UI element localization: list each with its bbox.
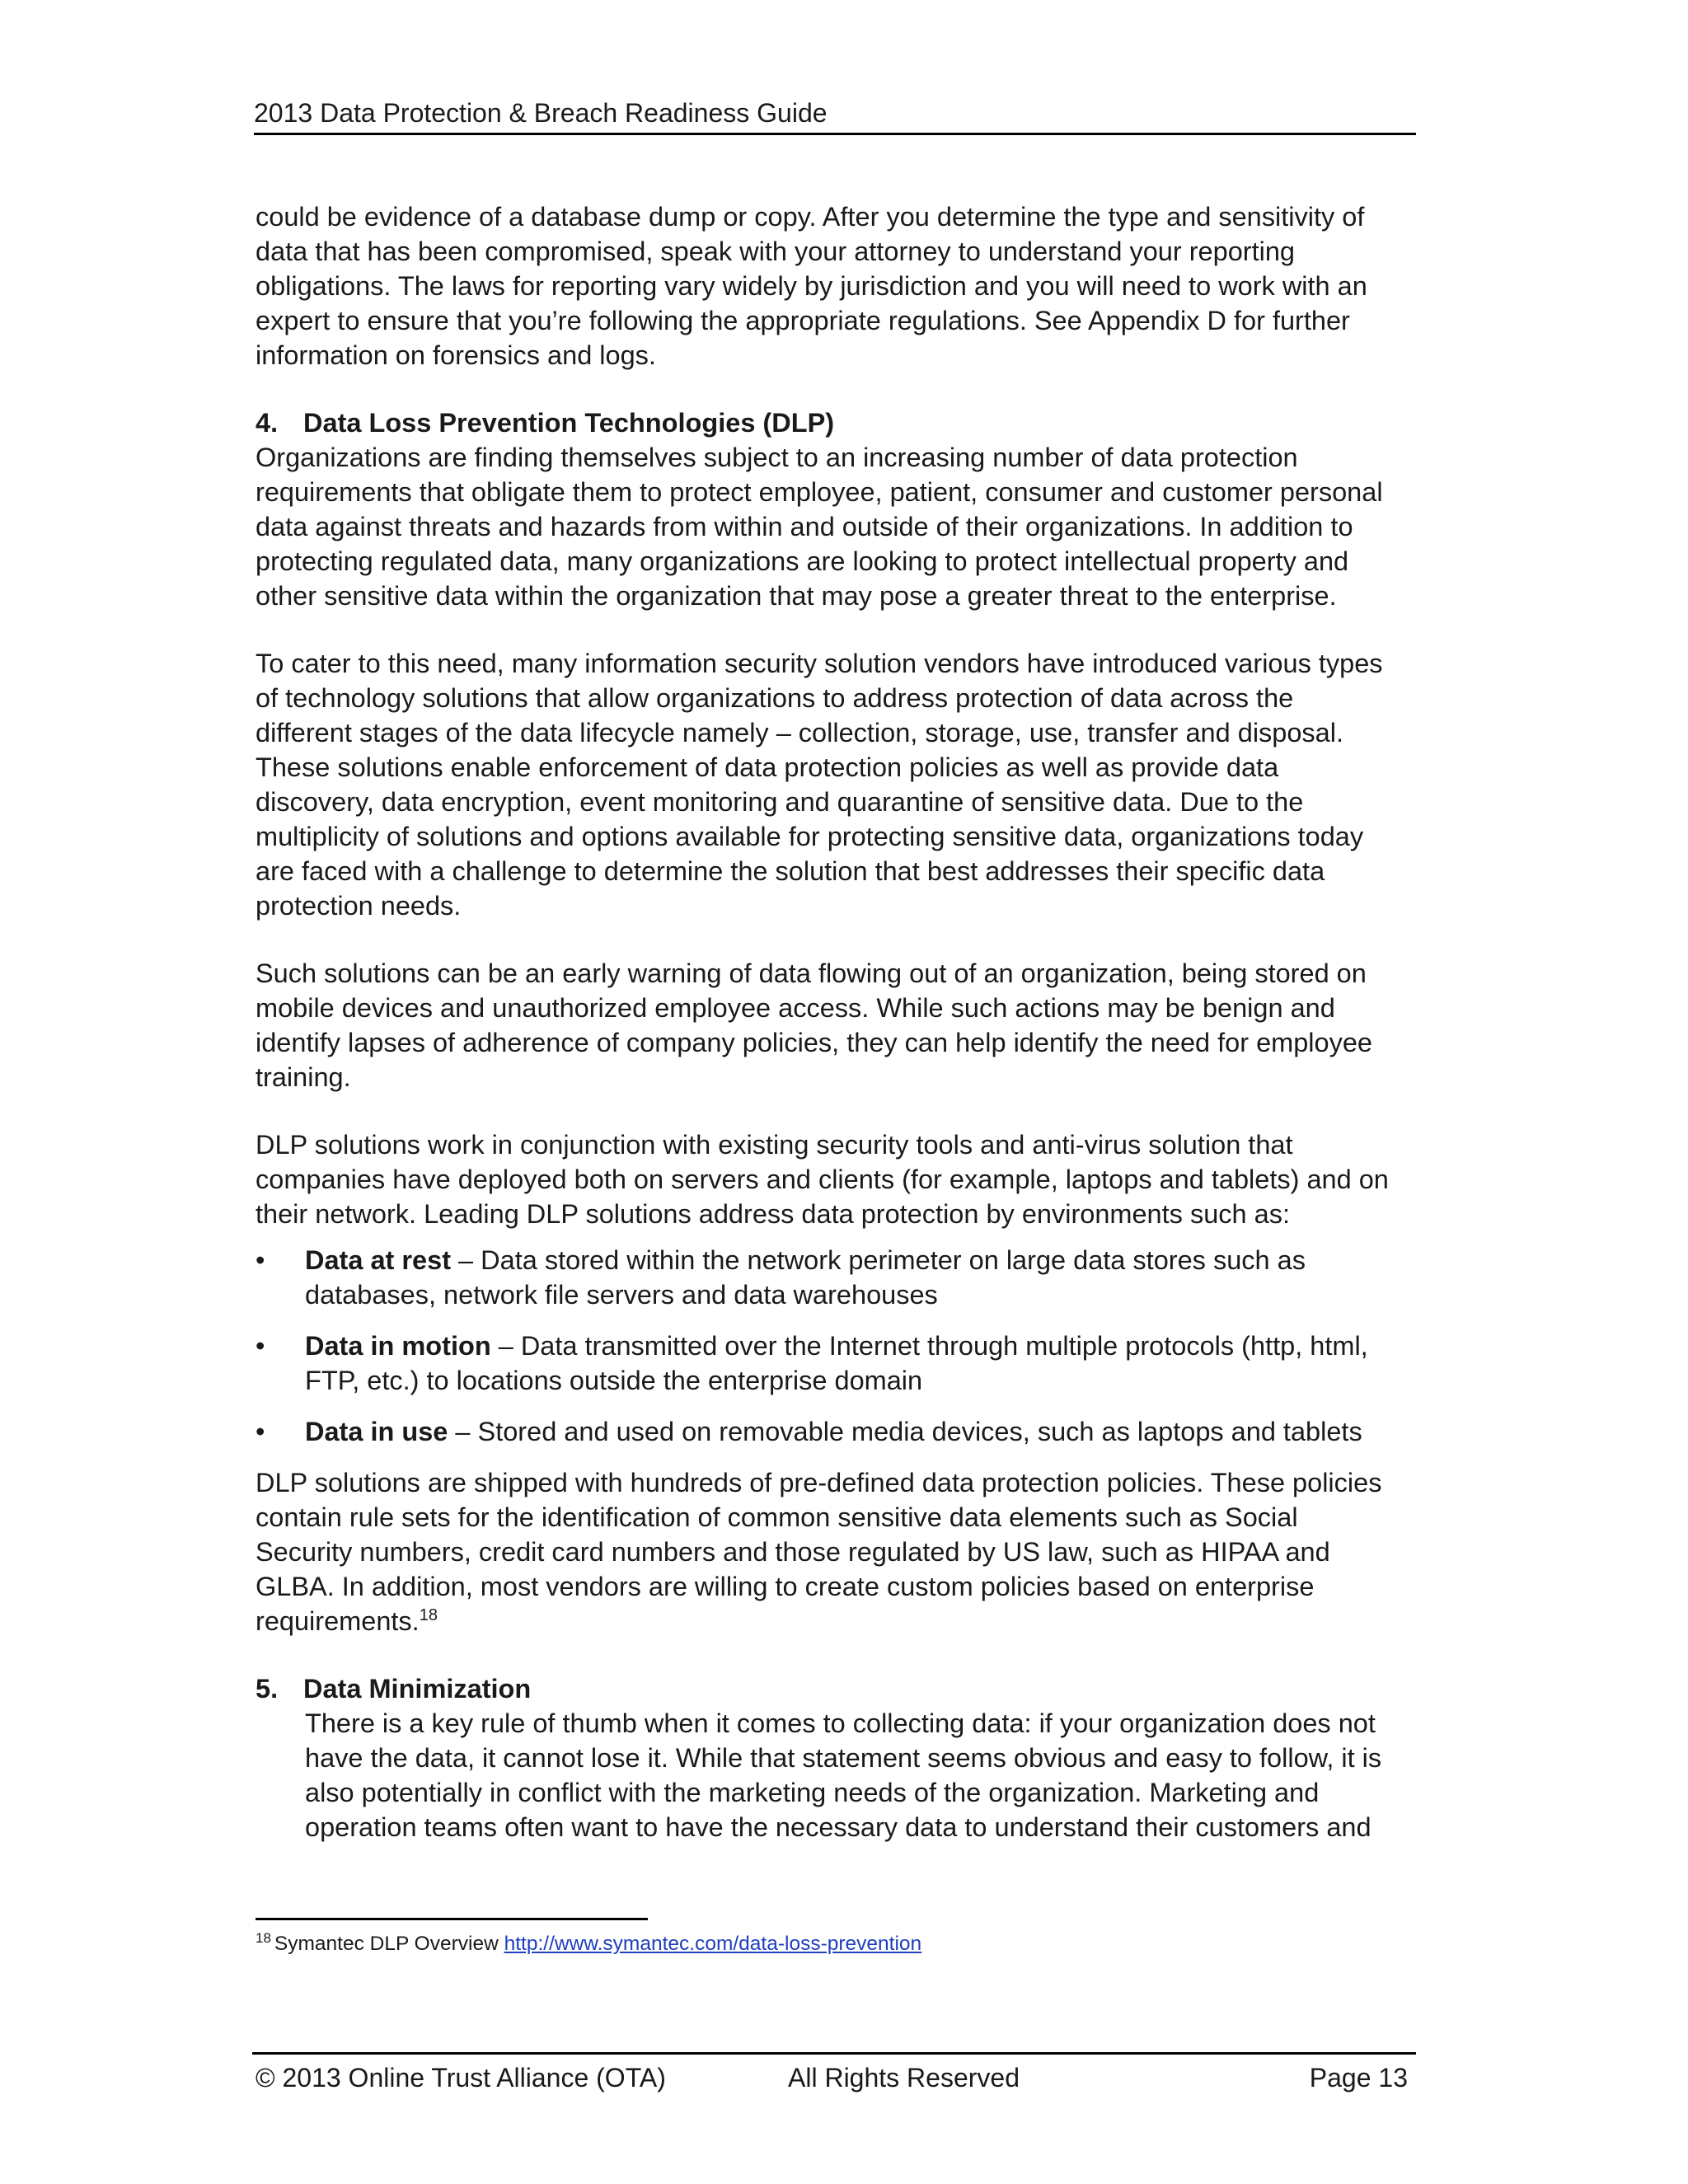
- list-item: [256, 1329, 1418, 1398]
- section-number: 5.: [256, 1674, 279, 1704]
- text-line: other sensitive data within the organization that may pose a greater threat to the enterprise.: [256, 581, 1337, 611]
- list-item-text: – Stored and used on removable media devices, such as laptops and tablets: [448, 1417, 1362, 1446]
- list-item-term: Data in use: [305, 1417, 448, 1446]
- footer-page-number: Page 13: [1309, 2063, 1408, 2093]
- text-line: data that has been compromised, speak with your attorney to understand your reporting: [256, 237, 1296, 266]
- section-title: Data Loss Prevention Technologies (DLP): [303, 408, 835, 438]
- intro-paragraph: [256, 199, 1418, 373]
- section-5-paragraph-1: [256, 1706, 1418, 1844]
- bullet-icon: •: [256, 1331, 265, 1361]
- text-line: have the data, it cannot lose it. While that statement seems obvious and easy to follow, it is: [305, 1743, 1382, 1773]
- section-4-heading: [256, 405, 1418, 440]
- list-item: [256, 1414, 1418, 1449]
- page-footer: [252, 2052, 1416, 2093]
- text-line: requirements.: [256, 1606, 420, 1636]
- text-line: protecting regulated data, many organizations are looking to protect intellectual property and: [256, 546, 1349, 576]
- text-line: requirements that obligate them to protect employee, patient, consumer and customer personal: [256, 477, 1383, 507]
- text-line: companies have deployed both on servers and clients (for example, laptops and tablets) and on: [256, 1165, 1389, 1194]
- list-item: [256, 1243, 1418, 1312]
- text-line: obligations. The laws for reporting vary widely by jurisdiction and you will need to work with an: [256, 271, 1367, 301]
- section-4-paragraph-5: [256, 1465, 1418, 1638]
- list-item-term: Data at rest: [305, 1245, 452, 1275]
- text-line: their network. Leading DLP solutions address data protection by environments such as:: [256, 1199, 1290, 1229]
- text-line: multiplicity of solutions and options available for protecting sensitive data, organizations today: [256, 822, 1364, 851]
- text-line: different stages of the data lifecycle namely – collection, storage, use, transfer and disposal.: [256, 718, 1344, 748]
- section-title: Data Minimization: [303, 1674, 532, 1704]
- list-item-text: databases, network file servers and data warehouses: [305, 1280, 938, 1310]
- header-title: 2013 Data Protection & Breach Readiness Guide: [254, 98, 828, 128]
- list-item-text: – Data stored within the network perimeter on large data stores such as: [451, 1245, 1306, 1275]
- section-4-paragraph-2: [256, 646, 1418, 923]
- text-line: information on forensics and logs.: [256, 340, 656, 370]
- text-line: are faced with a challenge to determine the solution that best addresses their specific data: [256, 856, 1325, 886]
- text-line: operation teams often want to have the necessary data to understand their customers and: [305, 1812, 1372, 1842]
- section-4-paragraph-4: [256, 1127, 1418, 1231]
- footnote: [256, 1930, 921, 1958]
- text-line: These solutions enable enforcement of data protection policies as well as provide data: [256, 752, 1279, 782]
- section-5-heading: [256, 1671, 1418, 1706]
- text-line: expert to ensure that you’re following the appropriate regulations. See Appendix D for further: [256, 306, 1350, 335]
- text-line: Such solutions can be an early warning of data flowing out of an organization, being stored on: [256, 958, 1367, 988]
- text-line: could be evidence of a database dump or copy. After you determine the type and sensitivity of: [256, 202, 1365, 232]
- text-line: Organizations are finding themselves subject to an increasing number of data protection: [256, 443, 1298, 472]
- footnote-number: 18: [256, 1929, 271, 1946]
- text-line: DLP solutions are shipped with hundreds of pre-defined data protection policies. These policies: [256, 1468, 1382, 1497]
- list-item-term: Data in motion: [305, 1331, 491, 1361]
- text-line: DLP solutions work in conjunction with existing security tools and anti-virus solution that: [256, 1130, 1293, 1160]
- bullet-icon: •: [256, 1245, 265, 1275]
- footnote-reference[interactable]: 18: [419, 1606, 438, 1625]
- text-line: Security numbers, credit card numbers and those regulated by US law, such as HIPAA and: [256, 1537, 1330, 1567]
- text-line: identify lapses of adherence of company policies, they can help identify the need for employee: [256, 1028, 1373, 1057]
- bullet-icon: •: [256, 1417, 265, 1446]
- environment-list: [256, 1243, 1418, 1449]
- list-item-text: FTP, etc.) to locations outside the enterprise domain: [305, 1366, 923, 1395]
- text-line: protection needs.: [256, 891, 462, 921]
- text-line: GLBA. In addition, most vendors are willing to create custom policies based on enterprise: [256, 1572, 1315, 1601]
- footer-rights: All Rights Reserved: [788, 2063, 1020, 2093]
- footnote-text: Symantec DLP Overview: [274, 1933, 504, 1955]
- section-4-paragraph-3: [256, 956, 1418, 1094]
- page-content: [256, 199, 1418, 1844]
- section-4-paragraph-1: [256, 440, 1418, 613]
- footer-copyright: © 2013 Online Trust Alliance (OTA): [256, 2063, 666, 2093]
- page-header: [254, 95, 1416, 135]
- list-item-text: – Data transmitted over the Internet through multiple protocols (http, html,: [490, 1331, 1368, 1361]
- section-number: 4.: [256, 408, 279, 438]
- text-line: data against threats and hazards from within and outside of their organizations. In addition to: [256, 512, 1353, 541]
- text-line: There is a key rule of thumb when it comes to collecting data: if your organization does not: [305, 1708, 1376, 1738]
- footnote-divider: [256, 1918, 648, 1920]
- text-line: mobile devices and unauthorized employee access. While such actions may be benign and: [256, 993, 1335, 1023]
- text-line: To cater to this need, many information security solution vendors have introduced various types: [256, 649, 1383, 678]
- text-line: also potentially in conflict with the marketing needs of the organization. Marketing and: [305, 1778, 1320, 1807]
- text-line: discovery, data encryption, event monitoring and quarantine of sensitive data. Due to the: [256, 787, 1304, 817]
- text-line: training.: [256, 1062, 351, 1092]
- footnote-link[interactable]: http://www.symantec.com/data-loss-prevention: [504, 1933, 922, 1955]
- text-line: contain rule sets for the identification of common sensitive data elements such as Social: [256, 1502, 1298, 1532]
- text-line: of technology solutions that allow organizations to address protection of data across the: [256, 683, 1294, 713]
